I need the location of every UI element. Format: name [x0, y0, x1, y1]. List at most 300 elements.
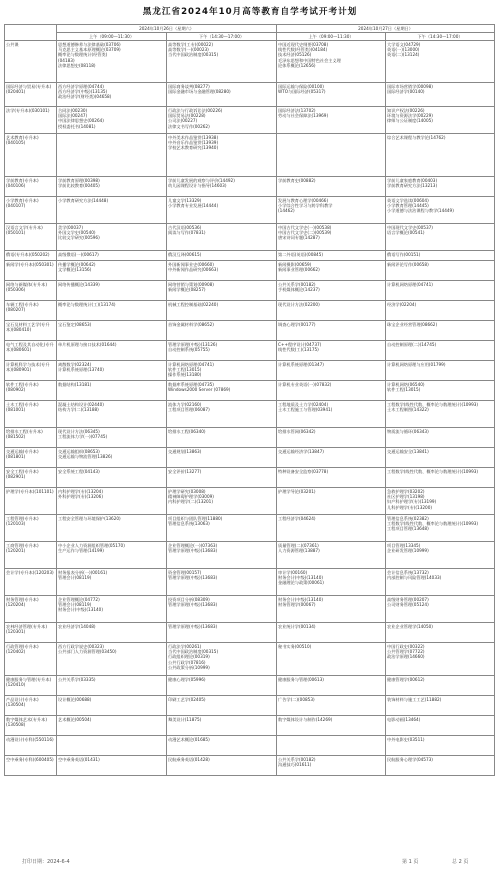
major-cell — [5, 177, 57, 197]
course-entry: 项目组织与团队管理(11880) — [168, 515, 223, 521]
course-entry: 中国现代文学史(00537) — [387, 224, 433, 230]
major-name: 汉语言文学(专升本)(050101) — [6, 224, 43, 235]
course-entry: 现代设计方法(06345) — [58, 428, 100, 434]
course-entry: 财务管理学(00067) — [278, 602, 316, 607]
course-cell — [57, 676, 167, 696]
course-entry: 概率论与数理统计(工)(13174) — [58, 301, 116, 307]
course-entry: 计算机网络原理(04741) — [168, 361, 214, 367]
course-entry: 农业企业管理学(14050) — [387, 623, 433, 629]
course-entry: 沟通技巧(01611) — [278, 762, 312, 767]
course-cell — [167, 251, 277, 261]
course-cell — [386, 515, 495, 542]
course-entry: 管理学原理(中级)(13126) — [168, 341, 218, 347]
course-entry: 空中乘务英语(01431) — [58, 756, 100, 762]
table-row — [5, 381, 495, 401]
course-entry: 自动控制系统(05755) — [168, 347, 210, 352]
course-entry: 技术经济(05126) — [278, 52, 312, 58]
date-header: 2024年10月26日（星期六） — [57, 25, 277, 33]
course-cell — [167, 488, 277, 515]
course-cell — [167, 428, 277, 448]
major-cell — [5, 281, 57, 301]
course-entry: 合同法(00230) — [58, 107, 88, 113]
course-entry: 财务会计(中级)(13140) — [278, 575, 323, 580]
course-cell — [57, 468, 167, 488]
course-entry: 民航服务心理学(04573) — [387, 756, 433, 762]
session-header: 下午（14:30—17:00） — [386, 33, 495, 41]
course-entry: 行政法学(00261) — [168, 643, 202, 649]
table-row — [5, 542, 495, 569]
course-cell — [57, 381, 167, 401]
major-cell — [5, 515, 57, 542]
course-cell — [386, 281, 495, 301]
table-row — [5, 134, 495, 177]
major-name: 健康服务与管理(专升本)(120410) — [6, 676, 52, 687]
exam-schedule-table — [4, 24, 495, 776]
course-entry: 机械工程控制基础(02240) — [168, 301, 219, 307]
course-cell — [386, 676, 495, 696]
course-entry: 网络传播概论(14339) — [58, 281, 100, 287]
table-row — [5, 468, 495, 488]
major-cell — [5, 341, 57, 361]
course-entry: 中国法律思想史(00264) — [58, 118, 104, 124]
course-cell — [57, 321, 167, 341]
table-row — [5, 321, 495, 341]
course-entry: 俄语写作(00151) — [387, 251, 421, 257]
course-entry: 外国新闻事业史(00660) — [168, 261, 214, 267]
major-cell — [5, 321, 57, 341]
course-cell — [386, 569, 495, 596]
course-cell — [57, 716, 167, 736]
course-cell — [386, 321, 495, 341]
course-cell — [167, 596, 277, 623]
course-entry: 小学道德与法治课程与教学(14449) — [387, 208, 454, 214]
course-entry: 交通运输安全(13841) — [387, 448, 429, 454]
course-entry: 中外音乐作品鉴赏(13939) — [168, 140, 219, 145]
major-name: 动漫设计(专科)(550116) — [6, 736, 54, 742]
course-entry: 给排水工程(06340) — [168, 428, 206, 434]
course-cell — [167, 341, 277, 361]
course-entry: 会计信息系统(13732) — [387, 569, 429, 575]
course-entry: 学前教育原理(00398) — [58, 177, 100, 183]
course-cell — [277, 596, 386, 623]
course-entry: 语言学概论(00541) — [387, 230, 425, 235]
course-entry: 小学教育研究方法(14448) — [58, 197, 109, 203]
course-cell — [57, 623, 167, 643]
course-entry: 新闻评论写作(00658) — [387, 261, 429, 267]
course-entry: 当代中国政治制度(00315) — [168, 649, 219, 654]
course-cell — [57, 448, 167, 468]
major-cell — [5, 301, 57, 321]
course-cell — [167, 756, 277, 776]
course-cell — [167, 301, 277, 321]
course-entry: 财务会计(中级)(13140) — [58, 607, 103, 613]
course-entry: 英语(二)(13124) — [387, 52, 420, 58]
course-entry: 工程数学(线性代数、概率论与数理统计)(10993) — [387, 468, 479, 474]
course-entry: 国际经济法(13702) — [278, 107, 316, 113]
course-cell — [386, 756, 495, 776]
course-cell — [277, 542, 386, 569]
course-cell — [167, 448, 277, 468]
course-entry: 环境与资源法学(00229) — [387, 113, 433, 118]
course-entry: 特种设备安全监察(03778) — [278, 468, 329, 474]
course-cell — [167, 321, 277, 341]
major-name: 计算机科学与技术(专升本)(080901) — [6, 361, 50, 372]
table-row — [5, 401, 495, 428]
course-entry: 内科护理学(专)(13204) — [58, 488, 103, 494]
course-entry: 新闻事业管理(00662) — [278, 267, 320, 272]
major-name: 宝石及材料工艺学(专升本)(080410) — [6, 321, 50, 332]
course-cell — [167, 107, 277, 134]
major-cell — [5, 361, 57, 381]
course-entry: 网络营销与策划(00908) — [168, 281, 214, 287]
course-cell — [57, 134, 167, 177]
course-cell — [277, 107, 386, 134]
course-entry: 当代中国政治制度(00315) — [168, 52, 219, 58]
course-entry: 学前儿童发展的观察与评价(14492) — [168, 177, 235, 183]
course-entry: 国际法(00247) — [58, 113, 88, 118]
course-cell — [386, 643, 495, 676]
course-entry: 交通运输组织(08653) — [58, 448, 100, 454]
course-entry: 手机媒体概论(14237) — [278, 287, 320, 292]
major-cell — [5, 197, 57, 224]
course-entry: 发展与教育心理学(00466) — [278, 197, 329, 203]
course-cell — [57, 281, 167, 301]
course-entry: 比较文学研究(00596) — [58, 235, 100, 241]
course-cell — [167, 468, 277, 488]
course-entry: (04183) — [58, 57, 75, 63]
course-entry: 土木工程制图(14322) — [387, 407, 429, 412]
course-entry: 学前教育史(00882) — [278, 177, 316, 183]
major-cell — [5, 696, 57, 716]
course-cell — [167, 177, 277, 197]
table-row — [5, 488, 495, 515]
course-entry: 儿童文学(13329) — [168, 197, 202, 203]
course-entry: 美学(00037) — [58, 224, 83, 230]
course-entry: 装饰材料与施工工艺(11882) — [387, 696, 442, 702]
course-entry: 中国古代文学史(二)(00539) — [278, 230, 332, 235]
course-entry: 计算机专业英语(一)(07832) — [278, 381, 332, 387]
course-entry: 精神障碍护理学(03009) — [168, 494, 214, 499]
course-entry: 毛泽东思想和中国特色社会主义理 — [278, 57, 341, 63]
course-cell — [57, 428, 167, 448]
course-entry: 给排水管网(06342) — [278, 428, 316, 434]
table-row — [5, 643, 495, 676]
major-name: 公共课 — [6, 41, 19, 47]
course-cell — [167, 736, 277, 756]
course-entry: 学前教育研究方法(13213) — [387, 183, 438, 188]
major-name: 法学(专升本)(030101) — [6, 107, 50, 113]
course-entry: 国际商务谈判(08277) — [168, 83, 210, 89]
course-entry: 管理学原理(中级)(13683) — [168, 548, 218, 553]
course-cell — [386, 448, 495, 468]
course-cell — [57, 696, 167, 716]
table-row — [5, 341, 495, 361]
course-entry: C++程序设计(04737) — [278, 341, 322, 347]
course-entry: 护理学研究(03008) — [168, 488, 206, 494]
course-entry: 质量管理(二)(07361) — [278, 542, 319, 548]
course-entry: 阅读与写作(07831) — [168, 230, 206, 235]
course-entry: 唐宋诗词专题(14287) — [278, 235, 320, 241]
course-entry: 内科护理学(二)(13201) — [168, 499, 213, 505]
course-entry: 公共部门人力资源管理(03450) — [58, 649, 117, 654]
course-entry: 儿科护理学(专)(13200) — [387, 504, 432, 510]
major-name: 工程管理(专升本)(120103) — [6, 515, 39, 526]
course-cell — [277, 197, 386, 224]
course-entry: 高等数学(一)(00023) — [168, 47, 209, 52]
major-name: 空中乘务(专科)(600405) — [6, 756, 54, 762]
course-entry: 自动控制原理(二)(14745) — [387, 341, 437, 347]
course-entry: 英语文学选读(00604) — [387, 197, 429, 203]
major-cell — [5, 716, 57, 736]
course-entry: 软件工程(13015) — [387, 387, 421, 392]
course-entry: 幼儿园课程设计与指导(14603) — [168, 183, 227, 188]
course-entry: 中小企业人力资源组织管理(05170) — [58, 542, 125, 548]
course-cell — [386, 261, 495, 281]
course-entry: 广告学(二)(00853) — [278, 696, 315, 702]
course-entry: 安全评价(13277) — [168, 468, 202, 474]
course-entry: 国际市场营销学(00098) — [387, 83, 433, 89]
course-entry: 民航乘务英语(01428) — [168, 756, 210, 762]
major-cell — [5, 134, 57, 177]
course-cell — [277, 468, 386, 488]
course-entry: 学前比较教育(00405) — [58, 183, 100, 188]
course-entry: 内部控制与风险管理(14033) — [387, 575, 442, 580]
course-cell — [167, 515, 277, 542]
major-name: 行政管理(专升本)(120402) — [6, 643, 39, 654]
course-entry: 中外电影史(03511) — [387, 736, 425, 742]
table-row — [5, 448, 495, 468]
course-entry: 公共管理学(07722) — [387, 649, 425, 654]
course-entry: 公共关系学(03335) — [58, 676, 96, 682]
course-cell — [386, 341, 495, 361]
major-name: 财务管理(专升本)(120204) — [6, 596, 39, 607]
course-entry: 高等数学(工专)(00022) — [168, 41, 213, 47]
course-cell — [277, 696, 386, 716]
course-cell — [167, 623, 277, 643]
course-entry: 计算机网络原理与应用(01799) — [387, 361, 446, 367]
course-entry: 工程流体力学(一)(07745) — [58, 434, 108, 439]
course-entry: 流体力学(02160) — [168, 401, 202, 407]
session-header: 下午（14:30—17:00） — [167, 33, 277, 41]
course-entry: 管理信息系统(02382) — [387, 515, 429, 521]
course-cell — [277, 401, 386, 428]
course-entry: 综合艺术课程与教学论(14762) — [387, 134, 446, 140]
table-row — [5, 41, 495, 83]
course-cell — [167, 41, 277, 83]
major-name: 软件工程(专升本)(080902) — [6, 381, 39, 392]
course-entry: 秘书实务(00510) — [278, 643, 312, 649]
course-entry: 计算机系统原理(01347) — [278, 361, 324, 367]
course-entry: 离散数学(02324) — [58, 361, 92, 367]
course-entry: 金融理论与政策(00061) — [278, 580, 324, 586]
course-cell — [386, 134, 495, 177]
course-entry: 西方行政学说史(00323) — [58, 643, 104, 649]
course-cell — [57, 515, 167, 542]
course-entry: 管理学原理(中级)(13683) — [168, 602, 218, 607]
course-entry: 企业管理概论(04772) — [58, 596, 100, 602]
course-cell — [57, 224, 167, 251]
major-cell — [5, 676, 57, 696]
course-cell — [167, 381, 277, 401]
course-cell — [57, 542, 167, 569]
course-cell — [277, 488, 386, 515]
table-row — [5, 177, 495, 197]
course-entry: 思想道德修养与法律基础(03706) — [58, 41, 121, 47]
course-entry: 小学教育专业发展(14444) — [168, 203, 219, 208]
course-entry: 结构力学(二)(13188) — [58, 407, 99, 412]
course-entry: 健康管理学(00612) — [387, 676, 425, 682]
course-cell — [167, 401, 277, 428]
major-cell — [5, 448, 57, 468]
major-cell — [5, 428, 57, 448]
course-entry: 国际贸易法(00228) — [168, 113, 206, 118]
major-name: 俄语(专升本)(050202) — [6, 251, 50, 257]
course-entry: 公共行政学(07816) — [168, 659, 206, 665]
course-cell — [277, 341, 386, 361]
course-entry: 计算机系统原理(13740) — [58, 367, 104, 372]
course-entry: 俄汉互译(00615) — [168, 251, 202, 257]
course-entry: 概率论与数理统计(经管类) — [58, 52, 108, 58]
course-cell — [386, 716, 495, 736]
page-number: 第 1 页 — [402, 859, 419, 865]
course-cell — [277, 676, 386, 696]
course-cell — [57, 736, 167, 756]
course-entry: 混凝土结构设计(02440) — [58, 401, 104, 407]
course-entry: 舞美设计(11875) — [168, 716, 202, 722]
course-entry: 中国古代文学史(一)(00538) — [278, 224, 332, 230]
course-cell — [277, 224, 386, 251]
table-row — [5, 107, 495, 134]
course-entry: 计算机网络(06540) — [387, 381, 425, 387]
table-row — [5, 596, 495, 623]
course-entry: 古代汉语(00536) — [168, 224, 202, 230]
major-name: 土木工程(专升本)(081001) — [6, 401, 39, 412]
course-entry: 投资项目分析(08309) — [168, 596, 210, 602]
course-cell — [386, 381, 495, 401]
course-cell — [386, 401, 495, 428]
course-entry: 劳动与社会保障法(13969) — [278, 113, 329, 118]
course-cell — [167, 197, 277, 224]
course-entry: 论体系概论(12656) — [278, 63, 316, 69]
major-cell — [5, 596, 57, 623]
table-row — [5, 756, 495, 776]
course-cell — [167, 716, 277, 736]
major-name: 电气工程及其自动化(专升本)(080601) — [6, 341, 54, 352]
major-name: 车辆工程(专升本)(080207) — [6, 301, 39, 312]
course-entry: 公共政策分析(10999) — [168, 665, 210, 671]
course-entry: 国际运输与保险(00100) — [278, 83, 324, 89]
course-cell — [57, 401, 167, 428]
course-cell — [386, 224, 495, 251]
course-cell — [57, 197, 167, 224]
course-entry: 小学教育管理(14445) — [387, 203, 429, 208]
course-entry: 财务报表分析(一)(00161) — [58, 569, 108, 575]
course-entry: 计算机网络原理(04741) — [387, 281, 433, 287]
course-entry: 财务会计(中级)(13140) — [278, 596, 323, 602]
session-header: 上午（09:00—11:30） — [57, 33, 167, 41]
course-entry: 交通运输与物流管理(13826) — [58, 454, 113, 459]
course-entry: 交通规划(13863) — [168, 448, 202, 454]
course-entry: 国际经济学(00140) — [387, 89, 425, 94]
major-name: 新闻学(专升本)(050301) — [6, 261, 54, 267]
course-cell — [57, 569, 167, 596]
course-entry: 行政组织理论(00319) — [168, 654, 210, 660]
major-cell — [5, 224, 57, 251]
major-name: 产品设计(专升本)(130504) — [6, 696, 39, 707]
major-cell — [5, 643, 57, 676]
course-entry: 律师与公证制度(14005) — [387, 118, 433, 124]
course-entry: 调查心理学(00177) — [278, 321, 316, 327]
course-entry: 外国文学史(00540) — [58, 230, 96, 235]
major-cell — [5, 488, 57, 515]
course-entry: 授权委托书(14081) — [58, 123, 96, 129]
major-name: 会计学(专升本)(120203) — [6, 569, 54, 575]
course-entry: 工程数学(线性代数、概率论与数理统计)(10993) — [387, 401, 479, 407]
course-cell — [167, 83, 277, 107]
major-name: 安全工程(专升本)(082901) — [6, 468, 39, 479]
course-entry: 工程数学(线性代数、概率论与数理统计)(10993) — [387, 521, 479, 526]
course-entry: 审计学(00160) — [278, 569, 308, 575]
course-entry: 公司财务管理(05124) — [387, 602, 429, 607]
course-entry: 小学综合性学习与跨学科教学 — [278, 203, 333, 208]
course-entry: 政治经济学(财经类)(04658) — [58, 94, 112, 100]
course-entry: 生产运作与管理(14199) — [58, 548, 104, 553]
course-cell — [386, 361, 495, 381]
course-cell — [277, 41, 386, 83]
course-entry: 管理会计(08119) — [58, 602, 92, 607]
course-cell — [386, 488, 495, 515]
course-entry: WTO与国际经济(05317) — [278, 89, 326, 94]
course-entry: 资金管理(00157) — [168, 569, 202, 575]
session-header: 上午（09:00—11:30） — [277, 33, 386, 41]
schedule-body — [5, 41, 495, 776]
table-row — [5, 261, 495, 281]
major-cell — [5, 542, 57, 569]
course-entry: 健康心理学(05996) — [168, 676, 206, 682]
course-entry: 工程项目管理(13648) — [387, 526, 429, 532]
major-name: 小学教育(专升本)(040107) — [6, 197, 39, 208]
course-entry: 中国行政史(00322) — [387, 643, 425, 649]
course-entry: 交通运输经济学(13847) — [278, 448, 324, 454]
course-cell — [167, 676, 277, 696]
major-cell — [5, 569, 57, 596]
course-entry: 人力资源管理(13887) — [278, 548, 320, 553]
table-row — [5, 251, 495, 261]
major-name: 网络与新媒体(专升本)(050306) — [6, 281, 47, 292]
course-cell — [167, 261, 277, 281]
course-entry: 印刷工艺学(02405) — [168, 696, 206, 702]
course-cell — [386, 542, 495, 569]
major-name: 工商管理(专升本)(120201) — [6, 542, 39, 553]
course-entry: 线性代数(工)(13175) — [278, 347, 319, 352]
major-cell — [5, 83, 57, 107]
course-cell — [277, 515, 386, 542]
course-entry: 公司法(00227) — [168, 118, 198, 124]
course-entry: 管理信息系统(13063) — [168, 521, 210, 526]
course-entry: 学校艺术教育研究(13940) — [168, 145, 219, 151]
table-row — [5, 569, 495, 596]
course-cell — [57, 261, 167, 281]
table-row — [5, 281, 495, 301]
print-date: 打印日期：2024-6-4 — [22, 859, 70, 865]
course-entry: 数据库系统原理(04735) — [168, 381, 214, 387]
course-cell — [386, 468, 495, 488]
course-cell — [57, 596, 167, 623]
course-entry: 经济学(02204) — [387, 301, 417, 307]
major-name: 交通运输(专升本)(081801) — [6, 448, 39, 459]
course-cell — [57, 756, 167, 776]
course-entry: 工程项目管理(06087) — [168, 407, 210, 412]
